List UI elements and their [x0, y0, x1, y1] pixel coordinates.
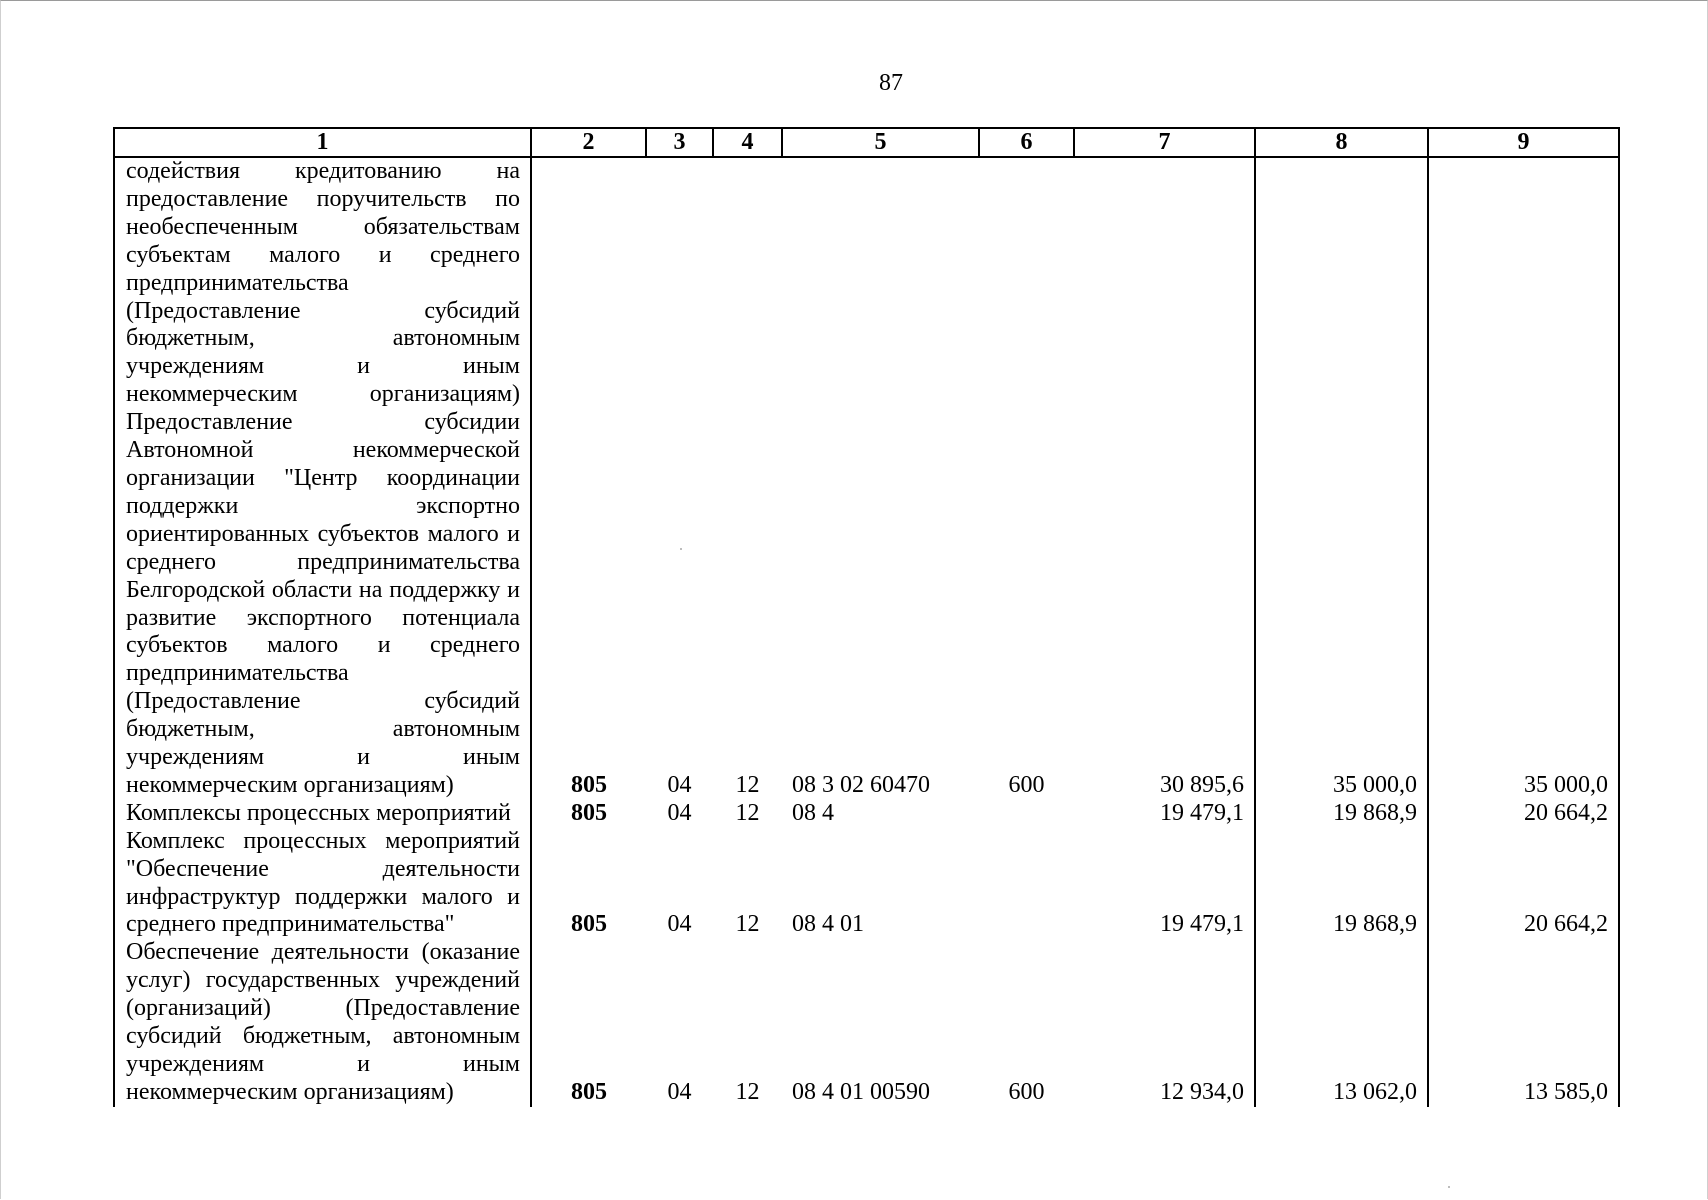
row-chapter: 805 [531, 939, 646, 1106]
row-amount-col9: 13 585,0 [1428, 939, 1619, 1106]
row-target-article: 08 4 01 [792, 911, 864, 938]
row-amount-col9: 35 000,0 [1428, 157, 1619, 800]
row-amount-col8: 35 000,0 [1255, 157, 1428, 800]
row-section: 04 [667, 911, 692, 938]
table-row [114, 939, 1619, 1106]
header-col-4: 4 [713, 128, 782, 157]
row-expense-type [979, 828, 1074, 940]
row-amount-col8: 19 868,9 [1255, 800, 1428, 828]
row-amount-col9: 20 664,2 [1428, 828, 1619, 940]
row-subsection: 12 [735, 799, 760, 826]
row-subsection: 12 [735, 1078, 760, 1105]
header-col-5: 5 [782, 128, 979, 157]
header-row [114, 128, 1619, 157]
row-name: Комплекс процессных мероприятий "Обеспечение деятельности инфраструктур поддержки малого и среднего предпринимательства" [114, 828, 531, 940]
header-col-1: 1 [114, 128, 531, 157]
row-amount-col7: 19 479,1 [1160, 799, 1244, 826]
table-row [114, 800, 1619, 828]
row-amount-col7: 30 895,6 [1160, 771, 1244, 798]
row-amount-col8: 13 062,0 [1255, 939, 1428, 1106]
row-subsection: 12 [735, 771, 760, 798]
row-chapter: 805 [531, 157, 646, 800]
row-target-article: 08 4 01 00590 [792, 1078, 930, 1105]
header-col-8: 8 [1255, 128, 1428, 157]
row-amount-col9: 20 664,2 [1428, 800, 1619, 828]
row-subsection: 12 [735, 911, 760, 938]
row-expense-type: 600 [1008, 771, 1045, 798]
header-col-3: 3 [646, 128, 713, 157]
row-target-article: 08 4 [792, 799, 834, 826]
header-col-2: 2 [531, 128, 646, 157]
row-section: 04 [667, 799, 692, 826]
row-amount-col7: 12 934,0 [1160, 1078, 1244, 1105]
budget-table [113, 127, 1620, 1107]
row-expense-type [979, 800, 1074, 828]
table-row [114, 828, 1619, 940]
row-section: 04 [667, 771, 692, 798]
header-col-9: 9 [1428, 128, 1619, 157]
header-col-6: 6 [979, 128, 1074, 157]
row-chapter: 805 [531, 800, 646, 828]
header-col-7: 7 [1074, 128, 1255, 157]
row-amount-col7: 19 479,1 [1160, 911, 1244, 938]
row-amount-col8: 19 868,9 [1255, 828, 1428, 940]
page-number: 87 [879, 70, 903, 96]
row-name: содействия кредитованию на предоставление поручительств по необеспеченным обязательствам субъектам малого и среднего предпринимательства (Предоставление субсидий бюджетным, автономным учреждениям и иным некоммерческим организациям) Предоставление субсидии Автономной некоммерческой организации "Центр координации поддержки экспортно ориентированных субъектов малого и среднего предпринимательства Белгородской области на поддержку и развитие экспортного потенциала субъектов малого и среднего предпринимательства (Предоставление субсидий бюджетным, автономным учреждениям и иным некоммерческим организациям) [114, 157, 531, 800]
table-row [114, 157, 1619, 800]
row-section: 04 [667, 1078, 692, 1105]
scan-speck [1448, 1186, 1450, 1188]
scan-speck [680, 548, 682, 550]
row-target-article: 08 3 02 60470 [792, 771, 930, 798]
row-name: Комплексы процессных мероприятий [114, 800, 531, 828]
row-name: Обеспечение деятельности (оказание услуг) государственных учреждений (организаций) (Предоставление субсидий бюджетным, автономным учреждениям и иным некоммерческим организациям) [114, 939, 531, 1106]
row-expense-type: 600 [1008, 1078, 1045, 1105]
row-chapter: 805 [531, 828, 646, 940]
